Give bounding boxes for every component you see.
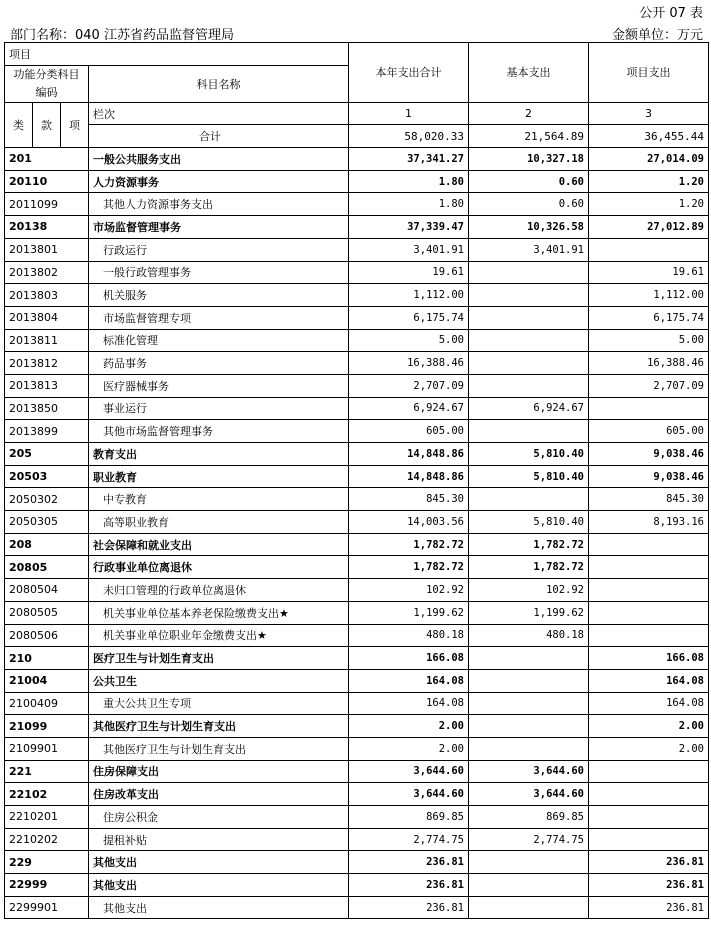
row-code: 22102 [5,783,89,806]
table-row [5,397,709,420]
row-total: 480.18 [349,624,469,647]
row-total: 3,644.60 [349,783,469,806]
row-subject-name: 重大公共卫生专项 [89,692,349,715]
row-subject-name: 标准化管理 [89,329,349,352]
header-basic: 基本支出 [469,43,589,103]
row-proj: 236.81 [589,896,709,919]
row-subject-name: 市场监督管理事务 [89,216,349,239]
row-basic [469,874,589,897]
row-basic [469,284,589,307]
row-subject-name: 市场监督管理专项 [89,306,349,329]
row-basic: 10,327.18 [469,148,589,171]
row-proj [589,556,709,579]
row-code: 2013899 [5,420,89,443]
row-basic: 480.18 [469,624,589,647]
row-total: 236.81 [349,896,469,919]
row-code: 2013802 [5,261,89,284]
row-total: 2.00 [349,737,469,760]
row-code: 2013803 [5,284,89,307]
row-total: 164.08 [349,692,469,715]
row-total: 6,924.67 [349,397,469,420]
table-row [5,760,709,783]
row-basic: 869.85 [469,806,589,829]
row-basic [469,669,589,692]
row-proj: 845.30 [589,488,709,511]
row-code: 2050305 [5,511,89,534]
row-total: 1,782.72 [349,533,469,556]
row-subject-name: 行政运行 [89,238,349,261]
row-basic: 6,924.67 [469,397,589,420]
row-subject-name: 机关事业单位职业年金缴费支出★ [89,624,349,647]
header-project-expense: 项目支出 [589,43,709,103]
row-total: 3,644.60 [349,760,469,783]
row-proj [589,760,709,783]
row-total: 16,388.46 [349,352,469,375]
row-code: 2011099 [5,193,89,216]
row-subject-name: 医疗卫生与计划生育支出 [89,647,349,670]
row-code: 21099 [5,715,89,738]
row-basic [469,851,589,874]
row-total: 37,341.27 [349,148,469,171]
row-basic [469,329,589,352]
header-lanci: 栏次 [89,102,349,125]
row-code: 20110 [5,170,89,193]
row-basic: 0.60 [469,170,589,193]
row-proj [589,806,709,829]
table-row [5,647,709,670]
table-row [5,443,709,466]
row-proj: 1.20 [589,193,709,216]
row-proj: 164.08 [589,692,709,715]
row-total: 14,848.86 [349,465,469,488]
row-basic: 2,774.75 [469,828,589,851]
row-code: 2013801 [5,238,89,261]
row-code: 2013804 [5,306,89,329]
row-basic [469,737,589,760]
table-row [5,216,709,239]
row-proj: 6,175.74 [589,306,709,329]
row-basic [469,352,589,375]
row-basic [469,488,589,511]
table-row [5,465,709,488]
row-total: 6,175.74 [349,306,469,329]
table-row [5,148,709,171]
row-code: 2299901 [5,896,89,919]
row-proj: 236.81 [589,874,709,897]
row-proj [589,238,709,261]
row-subject-name: 其他支出 [89,896,349,919]
row-subject-name: 其他市场监督管理事务 [89,420,349,443]
table-row [5,306,709,329]
row-proj: 27,012.89 [589,216,709,239]
table-row [5,238,709,261]
table-row [5,284,709,307]
row-subject-name: 医疗器械事务 [89,374,349,397]
row-subject-name: 机关服务 [89,284,349,307]
row-subject-name: 中专教育 [89,488,349,511]
row-basic [469,374,589,397]
row-subject-name: 社会保障和就业支出 [89,533,349,556]
table-row [5,624,709,647]
row-subject-name: 住房改革支出 [89,783,349,806]
row-code: 205 [5,443,89,466]
form-number: 公开 07 表 [639,6,703,21]
row-subject-name: 机关事业单位基本养老保险缴费支出★ [89,601,349,624]
row-proj: 19.61 [589,261,709,284]
row-proj: 605.00 [589,420,709,443]
table-row [5,329,709,352]
row-subject-name: 职业教育 [89,465,349,488]
row-code: 20138 [5,216,89,239]
row-proj: 9,038.46 [589,465,709,488]
row-subject-name: 住房公积金 [89,806,349,829]
header-kuan: 款 [33,102,61,147]
row-code: 2109901 [5,737,89,760]
row-proj: 16,388.46 [589,352,709,375]
row-total: 2,774.75 [349,828,469,851]
row-code: 20503 [5,465,89,488]
row-total: 14,848.86 [349,443,469,466]
header-col1: 1 [349,102,469,125]
department-name: 部门名称：040 江苏省药品监督管理局 [10,28,234,43]
row-basic: 10,326.58 [469,216,589,239]
total-row-basic: 21,564.89 [469,125,589,148]
table-row [5,261,709,284]
row-total: 1,782.72 [349,556,469,579]
header-lei: 类 [5,102,33,147]
row-total: 1.80 [349,193,469,216]
row-basic: 0.60 [469,193,589,216]
row-subject-name: 提租补贴 [89,828,349,851]
row-basic [469,306,589,329]
table-row [5,420,709,443]
row-code: 2100409 [5,692,89,715]
row-basic: 3,644.60 [469,783,589,806]
row-total: 102.92 [349,579,469,602]
row-code: 21004 [5,669,89,692]
table-row [5,579,709,602]
row-subject-name: 一般公共服务支出 [89,148,349,171]
row-code: 2080504 [5,579,89,602]
row-subject-name: 事业运行 [89,397,349,420]
row-subject-name: 公共卫生 [89,669,349,692]
row-total: 1,112.00 [349,284,469,307]
table-row [5,715,709,738]
row-proj: 2.00 [589,737,709,760]
row-proj: 27,014.09 [589,148,709,171]
row-proj: 9,038.46 [589,443,709,466]
row-subject-name: 其他支出 [89,874,349,897]
amount-unit: 金额单位：万元 [611,28,703,43]
row-basic: 1,782.72 [469,533,589,556]
row-proj [589,579,709,602]
table-row [5,896,709,919]
row-total: 164.08 [349,669,469,692]
row-total: 19.61 [349,261,469,284]
row-proj: 2,707.09 [589,374,709,397]
table-row [5,193,709,216]
row-proj [589,828,709,851]
row-code: 2080505 [5,601,89,624]
row-subject-name: 其他支出 [89,851,349,874]
row-proj: 1.20 [589,170,709,193]
row-code: 208 [5,533,89,556]
row-basic: 1,782.72 [469,556,589,579]
header-col3: 3 [589,102,709,125]
row-total: 605.00 [349,420,469,443]
row-subject-name: 高等职业教育 [89,511,349,534]
total-row-total: 58,020.33 [349,125,469,148]
row-total: 3,401.91 [349,238,469,261]
row-subject-name: 其他医疗卫生与计划生育支出 [89,737,349,760]
total-row-label: 合计 [89,125,349,148]
row-subject-name: 行政事业单位离退休 [89,556,349,579]
row-code: 210 [5,647,89,670]
row-subject-name: 药品事务 [89,352,349,375]
row-total: 1.80 [349,170,469,193]
row-basic: 1,199.62 [469,601,589,624]
row-total: 2.00 [349,715,469,738]
table-row [5,170,709,193]
row-total: 166.08 [349,647,469,670]
row-subject-name: 未归口管理的行政单位离退休 [89,579,349,602]
row-total: 37,339.47 [349,216,469,239]
row-proj: 164.08 [589,669,709,692]
total-row-proj: 36,455.44 [589,125,709,148]
table-row [5,601,709,624]
row-code: 2210201 [5,806,89,829]
row-total: 1,199.62 [349,601,469,624]
row-code: 2013813 [5,374,89,397]
row-code: 2080506 [5,624,89,647]
table-row [5,556,709,579]
expenditure-table [4,42,709,919]
table-row [5,488,709,511]
table-row [5,828,709,851]
table-row [5,874,709,897]
table-row [5,692,709,715]
row-basic [469,715,589,738]
row-code: 221 [5,760,89,783]
row-code: 2210202 [5,828,89,851]
row-proj [589,783,709,806]
row-basic: 3,401.91 [469,238,589,261]
row-proj: 8,193.16 [589,511,709,534]
row-basic [469,647,589,670]
row-basic [469,261,589,284]
row-proj: 5.00 [589,329,709,352]
table-row [5,511,709,534]
table-row [5,783,709,806]
row-proj: 2.00 [589,715,709,738]
row-code: 2013812 [5,352,89,375]
row-proj: 1,112.00 [589,284,709,307]
table-row [5,806,709,829]
row-subject-name: 其他人力资源事务支出 [89,193,349,216]
row-basic: 5,810.40 [469,465,589,488]
row-basic: 102.92 [469,579,589,602]
row-proj: 166.08 [589,647,709,670]
table-row [5,737,709,760]
table-row [5,533,709,556]
row-total: 14,003.56 [349,511,469,534]
row-code: 229 [5,851,89,874]
row-code: 201 [5,148,89,171]
row-code: 22999 [5,874,89,897]
row-subject-name: 住房保障支出 [89,760,349,783]
row-subject-name: 人力资源事务 [89,170,349,193]
row-proj [589,601,709,624]
header-project: 项目 [5,43,349,66]
table-row [5,851,709,874]
row-proj: 236.81 [589,851,709,874]
header-func-code: 功能分类科目编码 [5,65,89,102]
row-code: 2050302 [5,488,89,511]
row-proj [589,397,709,420]
row-total: 236.81 [349,874,469,897]
header-col2: 2 [469,102,589,125]
header-subject-name: 科目名称 [89,65,349,102]
row-code: 2013811 [5,329,89,352]
row-basic: 5,810.40 [469,511,589,534]
row-code: 20805 [5,556,89,579]
table-row [5,352,709,375]
table-row [5,374,709,397]
row-total: 5.00 [349,329,469,352]
row-proj [589,533,709,556]
row-proj [589,624,709,647]
row-basic: 5,810.40 [469,443,589,466]
row-total: 869.85 [349,806,469,829]
row-basic: 3,644.60 [469,760,589,783]
row-subject-name: 其他医疗卫生与计划生育支出 [89,715,349,738]
row-basic [469,692,589,715]
row-basic [469,896,589,919]
row-total: 236.81 [349,851,469,874]
header-total: 本年支出合计 [349,43,469,103]
row-total: 845.30 [349,488,469,511]
row-code: 2013850 [5,397,89,420]
row-subject-name: 教育支出 [89,443,349,466]
row-basic [469,420,589,443]
header-xiang: 项 [61,102,89,147]
row-total: 2,707.09 [349,374,469,397]
table-row [5,669,709,692]
row-subject-name: 一般行政管理事务 [89,261,349,284]
